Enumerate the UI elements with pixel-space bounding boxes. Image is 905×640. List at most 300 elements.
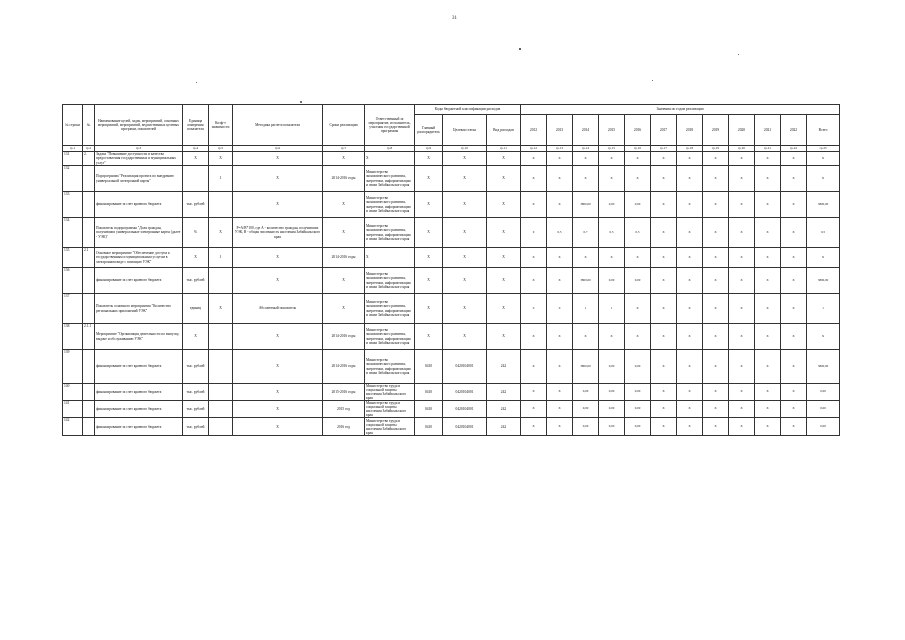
table-cell: Х <box>547 350 573 384</box>
table-cell: 141 <box>63 401 83 418</box>
table-cell: Х <box>521 324 547 350</box>
table-cell <box>83 401 95 418</box>
table-cell: Х <box>651 152 677 166</box>
table-cell: Х <box>443 324 487 350</box>
table-cell: Х <box>323 268 365 294</box>
scan-speck <box>300 101 302 103</box>
table-cell: 133 <box>63 192 83 218</box>
table-cell: Х <box>547 418 573 436</box>
column-index-cell: гр.21 <box>755 146 781 152</box>
table-cell: Х <box>677 248 703 268</box>
table-cell: 0,00 <box>625 418 651 436</box>
table-cell: Х <box>677 324 703 350</box>
table-cell: Х <box>781 294 807 324</box>
table-cell: Министерство экономического развития, энергетики, информатизации и связи Забайкальского края <box>365 192 415 218</box>
table-cell: 131 <box>63 152 83 166</box>
header-name: Наименование целей, задач, мероприятий, основных мероприятий, мероприятий, ведомственных целевых программ, показателей <box>95 105 183 146</box>
table-cell: Х <box>677 166 703 192</box>
table-cell: Х <box>323 152 365 166</box>
table-cell <box>83 218 95 248</box>
table-cell: Х <box>651 268 677 294</box>
table-cell: Х <box>573 248 599 268</box>
table-cell: Х <box>703 268 729 294</box>
table-cell: Х <box>729 324 755 350</box>
table-cell: Х <box>807 166 840 192</box>
header-budget-0: Главный распорядитель <box>415 115 443 146</box>
table-cell: 0,00 <box>807 418 840 436</box>
table-cell: Р=А/В*100, где А - количество граждан, получивших УЭК, В - общая численность населения Забайкальского края <box>233 218 323 248</box>
table-cell: 0410 <box>415 350 443 384</box>
table-cell: 2.1 <box>83 248 95 268</box>
table-cell: Х <box>521 166 547 192</box>
column-index-cell: гр.8 <box>365 146 415 152</box>
table-cell: 3800,00 <box>573 192 599 218</box>
table-cell: Х <box>521 418 547 436</box>
table-cell: Х <box>651 248 677 268</box>
table-cell: Х <box>755 192 781 218</box>
table-cell: Х <box>233 418 323 436</box>
table-cell: Х <box>183 324 209 350</box>
table-cell: 0,00 <box>573 418 599 436</box>
table-cell <box>209 418 233 436</box>
table-cell: Х <box>729 248 755 268</box>
table-row <box>63 418 840 436</box>
table-cell: 2014-2016 годы <box>323 324 365 350</box>
table-cell: Х <box>703 218 729 248</box>
header-year-11: Всего <box>807 115 840 146</box>
table-cell: 242 <box>487 418 521 436</box>
table-cell: Х <box>323 294 365 324</box>
column-index-cell: гр.16 <box>625 146 651 152</box>
header-year-3: 2015 <box>599 115 625 146</box>
table-cell: Х <box>233 166 323 192</box>
table-cell: Х <box>781 418 807 436</box>
table-cell: Х <box>521 384 547 401</box>
table-cell: Х <box>729 218 755 248</box>
table-cell <box>209 268 233 294</box>
table-cell: Х <box>755 401 781 418</box>
table-cell: Х <box>487 192 521 218</box>
table-cell: Х <box>703 384 729 401</box>
table-cell: Х <box>233 248 323 268</box>
column-index-cell: гр.10 <box>443 146 487 152</box>
table-cell: Х <box>703 418 729 436</box>
table-cell: 0410 <box>415 418 443 436</box>
table-cell: Х <box>415 152 443 166</box>
table-row <box>63 384 840 401</box>
table-cell: Х <box>233 324 323 350</box>
column-index-cell: гр.19 <box>703 146 729 152</box>
header-row-no: № строки <box>63 105 83 146</box>
table-cell: Х <box>443 218 487 248</box>
table-row <box>63 166 840 192</box>
table-cell: тыс. рублей <box>183 384 209 401</box>
table-cell <box>83 166 95 192</box>
table-cell: 0410 <box>415 384 443 401</box>
table-cell: 1 <box>807 294 840 324</box>
table-cell: Х <box>651 401 677 418</box>
table-row <box>63 152 840 166</box>
table-cell: 0,00 <box>807 401 840 418</box>
table-cell: Основное мероприятие "Обеспечение доступа к государственным и муниципальным услугам в электронном виде с помощью УЭК" <box>95 248 183 268</box>
table-cell: тыс. рублей <box>183 418 209 436</box>
table-cell: 0,00 <box>625 384 651 401</box>
table-cell <box>83 192 95 218</box>
table-cell: Х <box>651 218 677 248</box>
table-cell: Х <box>677 218 703 248</box>
table-cell: Х <box>677 401 703 418</box>
table-cell: Х <box>729 350 755 384</box>
header-year-10: 2022 <box>781 115 807 146</box>
header-year-4: 2016 <box>625 115 651 146</box>
table-cell: Х <box>651 324 677 350</box>
table-cell: Х <box>415 218 443 248</box>
table-cell: Х <box>487 268 521 294</box>
table-cell <box>83 384 95 401</box>
table-cell: Задача "Повышение доступности и качества предоставления государственных и муниципальных услуг" <box>95 152 183 166</box>
table-cell: Х <box>729 268 755 294</box>
table-cell: Х <box>233 350 323 384</box>
table-cell: Х <box>547 248 573 268</box>
table-cell: 0,00 <box>625 350 651 384</box>
table-cell: Х <box>729 152 755 166</box>
table-cell: 136 <box>63 268 83 294</box>
table-cell <box>209 192 233 218</box>
table-row <box>63 324 840 350</box>
table-cell: 2. <box>83 152 95 166</box>
table-cell: 139 <box>63 350 83 384</box>
table-row <box>63 218 840 248</box>
column-index-cell: гр.2 <box>83 146 95 152</box>
table-cell: Х <box>415 294 443 324</box>
table-cell: Х <box>323 218 365 248</box>
table-cell: Х <box>677 152 703 166</box>
table-cell: Х <box>443 294 487 324</box>
table-cell: 1 <box>209 248 233 268</box>
scan-speck <box>652 80 653 81</box>
header-method: Методика расчета показателя <box>233 105 323 146</box>
table-cell: единиц <box>183 294 209 324</box>
table-cell: 0420104001 <box>443 418 487 436</box>
table-cell: 2014-2016 годы <box>323 350 365 384</box>
table-cell: Х <box>547 268 573 294</box>
column-index-cell: гр.3 <box>95 146 183 152</box>
table-cell: 0 <box>547 294 573 324</box>
header-year-0: 2012 <box>521 115 547 146</box>
table-cell: 0,00 <box>625 192 651 218</box>
page-number: 31 <box>452 16 457 21</box>
table-cell: Х <box>703 192 729 218</box>
table-cell: 0,5 <box>599 218 625 248</box>
column-index-cell: гр.13 <box>547 146 573 152</box>
table-cell: Подпрограмма "Реализация проекта по внедрению универсальной электронной карты" <box>95 166 183 192</box>
table-cell: Х <box>703 324 729 350</box>
table-cell: Х <box>547 166 573 192</box>
table-cell: Х <box>755 248 781 268</box>
table-cell: Х <box>781 268 807 294</box>
table-cell: Х <box>443 192 487 218</box>
table-cell: тыс. рублей <box>183 268 209 294</box>
table-cell: Х <box>729 192 755 218</box>
table-cell: 0420104001 <box>443 401 487 418</box>
table-cell: Х <box>755 268 781 294</box>
column-index-cell: гр.14 <box>573 146 599 152</box>
table-cell: Х <box>573 152 599 166</box>
table-cell: Х <box>233 152 323 166</box>
column-index-cell: гр.9 <box>415 146 443 152</box>
table-cell: финансирование за счет краевого бюджета <box>95 268 183 294</box>
table-cell: Х <box>547 152 573 166</box>
table-cell: 0,00 <box>599 418 625 436</box>
table-cell: Х <box>651 294 677 324</box>
header-budget-2: Вид расходов <box>487 115 521 146</box>
table-cell: Х <box>755 324 781 350</box>
table-cell: 0,5 <box>625 218 651 248</box>
table-cell: 140 <box>63 384 83 401</box>
column-index-cell: гр.23 <box>807 146 840 152</box>
column-index-cell: гр.12 <box>521 146 547 152</box>
column-index-cell: гр.11 <box>487 146 521 152</box>
column-index-cell: гр.22 <box>781 146 807 152</box>
table-cell: 0,00 <box>573 401 599 418</box>
table-cell <box>183 166 209 192</box>
table-cell: Х <box>677 418 703 436</box>
table-cell: Министерство экономического развития, энергетики, информатизации и связи Забайкальского края <box>365 166 415 192</box>
table-cell: Х <box>677 294 703 324</box>
table-cell: Х <box>677 384 703 401</box>
table-cell: 3800,00 <box>807 268 840 294</box>
table-cell: Х <box>781 192 807 218</box>
table-cell: Х <box>781 324 807 350</box>
table-cell: финансирование за счет краевого бюджета <box>95 192 183 218</box>
table-cell: Х <box>625 294 651 324</box>
table-cell: 134 <box>63 218 83 248</box>
table-row <box>63 268 840 294</box>
table-cell: Абсолютный показатель <box>233 294 323 324</box>
table-cell: Х <box>755 384 781 401</box>
table-cell: 2014-2016 годы <box>323 248 365 268</box>
table-cell: Х <box>625 166 651 192</box>
table-cell: Х <box>443 152 487 166</box>
table-cell: Х <box>729 401 755 418</box>
table-cell: 0,00 <box>599 350 625 384</box>
column-index-cell: гр.1 <box>63 146 83 152</box>
table-cell: 3800,00 <box>807 350 840 384</box>
scan-speck <box>196 82 197 83</box>
table-cell: Х <box>755 166 781 192</box>
table-cell: Х <box>183 152 209 166</box>
table-cell: Х <box>781 350 807 384</box>
table-cell: Х <box>703 401 729 418</box>
table-cell: Х <box>755 350 781 384</box>
table-cell: Министерство труда и социальной защиты населения Забайкальского края <box>365 384 415 401</box>
table-cell: Х <box>781 218 807 248</box>
table-cell: Х <box>487 218 521 248</box>
table-cell: Х <box>781 152 807 166</box>
table-cell: Х <box>807 152 840 166</box>
table-row <box>63 294 840 324</box>
table-cell: финансирование за счет краевого бюджета <box>95 384 183 401</box>
table-row <box>63 350 840 384</box>
table-cell: Министерство труда и социальной защиты населения Забайкальского края <box>365 401 415 418</box>
table-cell: 242 <box>487 401 521 418</box>
table-cell: 3800,00 <box>573 268 599 294</box>
table-cell: 2.1.1 <box>83 324 95 350</box>
table-cell: Х <box>755 152 781 166</box>
table-cell: Министерство экономического развития, энергетики, информатизации и связи Забайкальского края <box>365 268 415 294</box>
table-cell: 3800,00 <box>807 192 840 218</box>
table-cell: Х <box>415 166 443 192</box>
table-cell: Х <box>415 192 443 218</box>
table-cell: Х <box>625 324 651 350</box>
column-index-cell: гр.7 <box>323 146 365 152</box>
header-year-7: 2019 <box>703 115 729 146</box>
table-cell: 0,00 <box>599 268 625 294</box>
header-term: Сроки реализации <box>323 105 365 146</box>
table-cell: 1 <box>599 294 625 324</box>
column-index-cell: гр.17 <box>651 146 677 152</box>
table-cell: % <box>183 218 209 248</box>
table-cell: Х <box>547 192 573 218</box>
header-year-5: 2017 <box>651 115 677 146</box>
column-index-cell: гр.5 <box>209 146 233 152</box>
table-cell: Х <box>233 384 323 401</box>
table-cell: Х <box>487 324 521 350</box>
table-cell <box>83 294 95 324</box>
table-cell: 0 <box>521 294 547 324</box>
header-year-9: 2021 <box>755 115 781 146</box>
table-cell: Х <box>547 384 573 401</box>
table-cell: финансирование за счет краевого бюджета <box>95 401 183 418</box>
table-cell: Х <box>209 152 233 166</box>
table-cell: 2016 год <box>323 418 365 436</box>
table-cell: Показатель основного мероприятия "Количество региональных приложений УЭК" <box>95 294 183 324</box>
table-cell: финансирование за счет краевого бюджета <box>95 350 183 384</box>
table-cell: тыс. рублей <box>183 192 209 218</box>
header-num: № <box>83 105 95 146</box>
table-cell <box>209 350 233 384</box>
table-cell: Показатель подпрограммы "Доля граждан, получивших универсальные электронные карты (далее - УЭК)" <box>95 218 183 248</box>
column-index-cell: гр.20 <box>729 146 755 152</box>
column-index-cell: гр.6 <box>233 146 323 152</box>
table-cell: 138 <box>63 324 83 350</box>
table-cell: Х <box>677 350 703 384</box>
table-cell: 0,00 <box>573 384 599 401</box>
table-cell: Х <box>443 248 487 268</box>
table-cell: Х <box>729 384 755 401</box>
table-cell: 0,7 <box>573 218 599 248</box>
table-cell: 0,00 <box>625 268 651 294</box>
table-cell: Х <box>521 192 547 218</box>
table-cell: 2014-2016 годы <box>323 166 365 192</box>
table-cell: Х <box>573 324 599 350</box>
table-cell: 242 <box>487 350 521 384</box>
table-cell: Х <box>233 401 323 418</box>
table-cell: Х <box>651 350 677 384</box>
table-cell: 0,00 <box>599 192 625 218</box>
table-cell: Х <box>703 350 729 384</box>
table-cell: Х <box>233 268 323 294</box>
table-cell: Х <box>599 324 625 350</box>
table-cell: Х <box>729 166 755 192</box>
table-cell: 137 <box>63 294 83 324</box>
table-cell: Х <box>547 401 573 418</box>
table-cell: 0,00 <box>599 384 625 401</box>
table-cell: Х <box>651 192 677 218</box>
table-cell: Х <box>323 192 365 218</box>
table-cell: 0,00 <box>807 384 840 401</box>
table-cell: Мероприятие "Организация деятельности по выпуску, выдаче и обслуживанию УЭК" <box>95 324 183 350</box>
table-cell: Х <box>651 384 677 401</box>
header-coef: Коэф-т значимости <box>209 105 233 146</box>
table-cell: Министерство экономического развития, энергетики, информатизации и связи Забайкальского края <box>365 350 415 384</box>
table-cell: Х <box>415 248 443 268</box>
table-cell <box>83 268 95 294</box>
table-cell: Х <box>729 294 755 324</box>
header-responsible: Ответственный за мероприятие, исполнитель, участник государственной программы <box>365 105 415 146</box>
table-cell: финансирование за счет краевого бюджета <box>95 418 183 436</box>
table-cell <box>83 350 95 384</box>
table-cell: Х <box>703 166 729 192</box>
table-cell: Министерство экономического развития, энергетики, информатизации и связи Забайкальского края <box>365 324 415 350</box>
header-year-2: 2014 <box>573 115 599 146</box>
table-cell: 132 <box>63 166 83 192</box>
table-cell: Х <box>487 166 521 192</box>
table-cell: 0 <box>521 218 547 248</box>
table-cell: 0,00 <box>599 401 625 418</box>
table-cell: Х <box>807 324 840 350</box>
table-cell: Х <box>443 268 487 294</box>
table-cell: Х <box>521 268 547 294</box>
table-cell: 2015 год <box>323 401 365 418</box>
header-year-8: 2020 <box>729 115 755 146</box>
table-cell: Х <box>755 418 781 436</box>
table-cell: 1 <box>573 294 599 324</box>
table-row <box>63 192 840 218</box>
header-years-group: Значения по годам реализации <box>521 105 840 115</box>
table-cell: 0420104001 <box>443 384 487 401</box>
program-table <box>62 104 840 436</box>
header-year-1: 2013 <box>547 115 573 146</box>
table-cell: 1 <box>209 166 233 192</box>
table-cell: Х <box>807 248 840 268</box>
table-cell <box>209 401 233 418</box>
header-unit: Единица измерения показателя <box>183 105 209 146</box>
table-cell: Х <box>703 294 729 324</box>
table-cell: тыс. рублей <box>183 401 209 418</box>
table-cell: Х <box>487 294 521 324</box>
column-index-cell: гр.4 <box>183 146 209 152</box>
table-cell: Х <box>573 166 599 192</box>
table-row <box>63 248 840 268</box>
header-year-6: 2018 <box>677 115 703 146</box>
table-cell <box>209 384 233 401</box>
table-cell: Х <box>521 152 547 166</box>
table-cell: 135 <box>63 248 83 268</box>
table-cell: 0410 <box>415 401 443 418</box>
table-cell: Х <box>183 248 209 268</box>
scan-speck <box>738 54 739 55</box>
column-index-cell: гр.15 <box>599 146 625 152</box>
table-cell: Х <box>599 152 625 166</box>
table-cell: Х <box>625 152 651 166</box>
table-cell: Х <box>755 218 781 248</box>
table-cell: Х <box>599 248 625 268</box>
table-cell: 0,5 <box>547 218 573 248</box>
table-cell: Х <box>781 166 807 192</box>
table-cell: Х <box>547 324 573 350</box>
table-cell: Х <box>781 401 807 418</box>
